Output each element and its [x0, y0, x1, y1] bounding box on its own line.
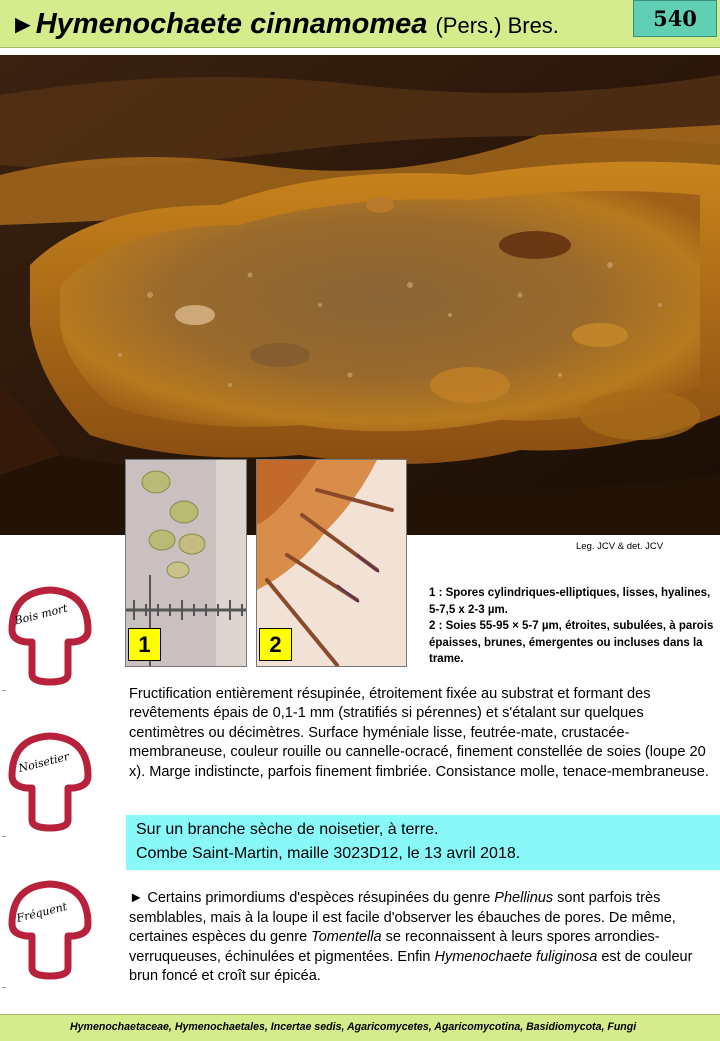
station-box	[126, 815, 720, 870]
micro-label-1: 1	[128, 628, 161, 661]
station-line-2: Combe Saint-Martin, maille 3023D12, le 13 avril 2018.	[136, 845, 521, 862]
taxonomy-footer	[0, 1014, 720, 1041]
photo-credit: Leg. JCV & det. JCV	[576, 541, 664, 552]
margin-tick	[2, 987, 6, 988]
comparison-notes	[129, 889, 714, 987]
notes-genus-tomentella: Tomentella	[311, 929, 382, 945]
station-line-1: Sur un branche sèche de noisetier, à terre.	[136, 821, 439, 838]
page-title	[10, 6, 559, 44]
caption-2: 2 : Soies 55-95 × 5-7 µm, étroites, subulées, à parois épaisses, brunes, émergentes ou incluses dans la trame.	[429, 620, 714, 665]
notes-species-fuliginosa: Hymenochaete fuliginosa	[434, 948, 598, 965]
icon-label-dead-wood: Bois mort	[13, 601, 69, 628]
micro-photo-spores	[125, 459, 247, 667]
taxonomy-text: Hymenochaetaceae, Hymenochaetales, Incertae sedis, Agaricomycetes, Agaricomycotina, Basidiomycota, Fungi	[70, 1021, 637, 1033]
icon-label-frequency: Fréquent	[15, 899, 69, 926]
icon-label-hazel: Noisetier	[17, 749, 71, 776]
caption-1: 1 : Spores cylindriques-elliptiques, lisses, hyalines, 5-7,5 x 2-3 µm.	[429, 587, 711, 616]
notes-text-2: sont parfois très semblables, mais à la loupe il est facile d'observer les ébauches de pores. De même, certaines espèces du genre	[129, 890, 676, 945]
title-banner	[0, 0, 720, 48]
notes-genus-phellinus: Phellinus	[494, 890, 554, 906]
species-name: Hymenochaete cinnamomea	[35, 8, 428, 40]
notes-text-4: est de couleur brun foncé et croît sur épicéa.	[129, 948, 693, 984]
margin-tick	[2, 690, 6, 691]
micro-photo-setae	[256, 459, 407, 667]
micro-label-2: 2	[259, 628, 292, 661]
host-icon-hazel	[4, 728, 96, 838]
margin-tick	[2, 836, 6, 837]
notes-text-1: ► Certains primordiums d'espèces résupinées du genre	[129, 890, 495, 906]
species-description: Fructification entièrement résupinée, étroitement fixée au substrat et formant des revêtements épais de 0,1-1 mm (stratifiés si pérennes) et s'étalant sur quelques centimètres ou décimètres. Surface hyméniale lisse, feutrée-mate, crustacée-membraneuse, couleur rouille ou cannelle-ocracé, finement constellée de soies (loupe 20 x). Marge indistincte, parfois finement fimbriée. Consistance molle, tenace-membraneuse.	[129, 686, 709, 780]
micro-captions	[429, 585, 714, 668]
habitat-icon-dead-wood	[4, 582, 96, 692]
sheet-number: 540	[633, 0, 717, 37]
species-author: (Pers.) Bres.	[435, 13, 559, 38]
title-arrow-icon: ►	[10, 9, 36, 39]
frequency-icon	[4, 876, 96, 986]
notes-text-3: se reconnaissent à leurs spores arrondies-verruqueuses, échinulées et pigmentées. Enfin	[129, 929, 660, 965]
